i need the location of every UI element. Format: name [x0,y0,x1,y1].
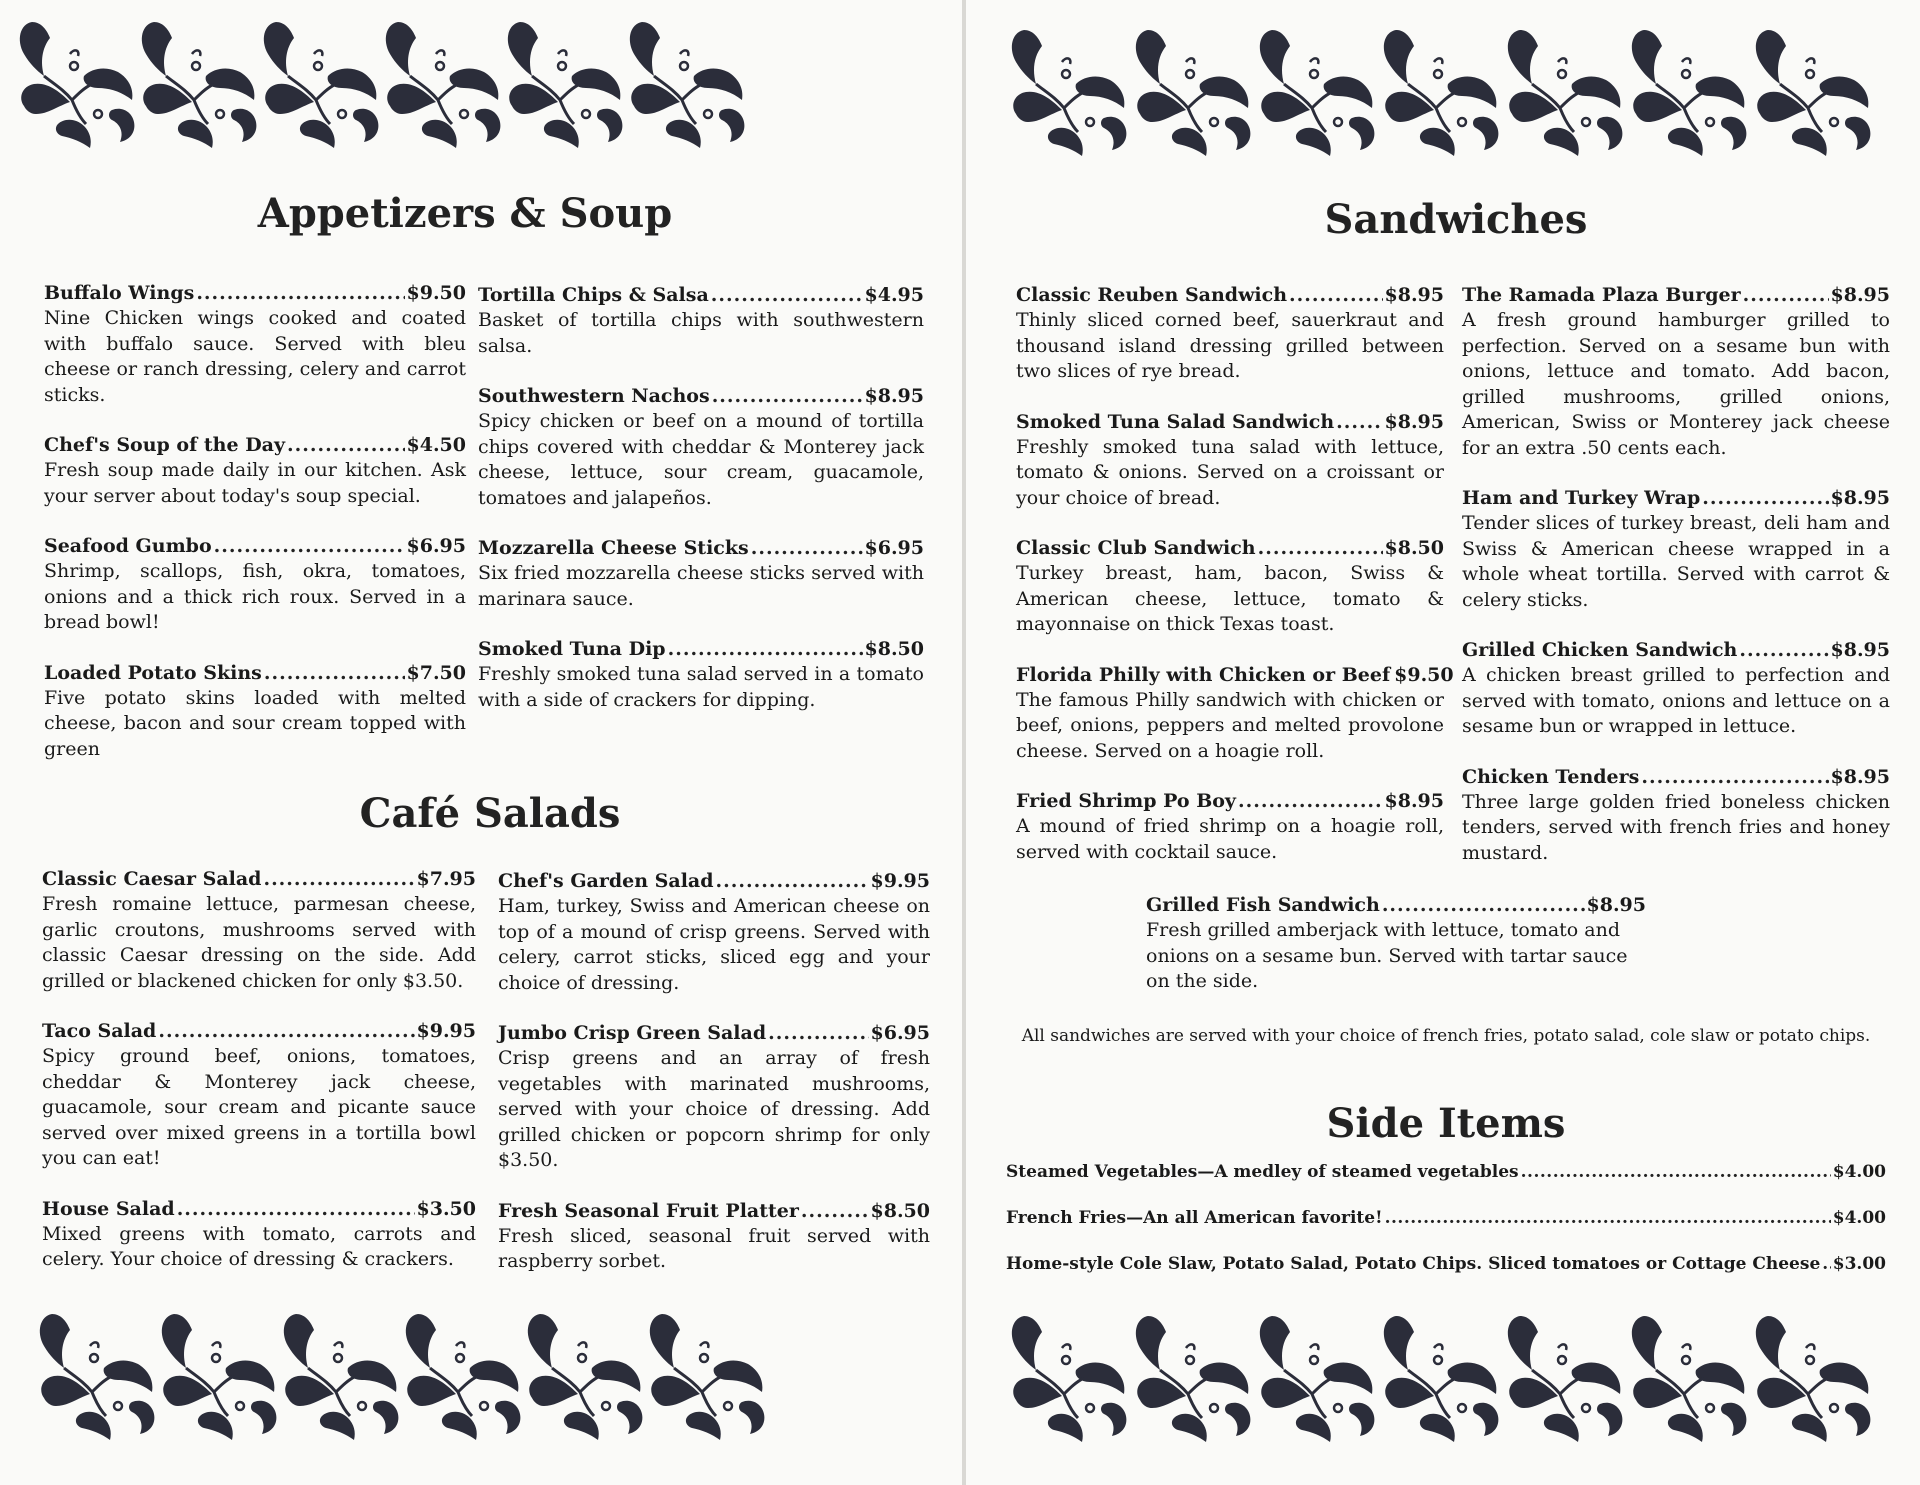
item-price: $9.50 [406,282,466,304]
sandwiches-center-item [1146,892,1646,1019]
menu-item [478,535,924,612]
menu-item [478,282,924,359]
item-name: Chicken Tenders [1462,765,1640,788]
item-name: Fresh Seasonal Fruit Platter [498,1199,799,1222]
item-price: $8.95 [1830,639,1890,661]
side-items-title: Side Items [1326,1100,1566,1147]
salads-title: Café Salads [359,790,621,837]
item-name: Taco Salad [42,1020,157,1042]
salads-column-1 [42,866,476,1297]
item-name: Mozzarella Cheese Sticks [478,537,749,559]
menu-item [498,868,930,996]
item-price: $8.50 [864,638,924,660]
item-price: $8.95 [1384,410,1444,433]
salads-column-2 [498,868,930,1299]
item-name: Chef's Soup of the Day [44,434,286,456]
side-item-row [1006,1254,1886,1274]
side-item-name: Home-style Cole Slaw, Potato Salad, Potato Chips. Sliced tomatoes or Cottage Cheese [1006,1254,1821,1274]
item-name: Grilled Fish Sandwich [1146,894,1380,916]
item-name: Smoked Tuna Dip [478,638,666,660]
item-name: Classic Club Sandwich [1016,537,1256,559]
menu-item [44,432,466,509]
item-description: Freshly smoked tuna salad served in a tomato with a side of crackers for dipping. [478,663,924,711]
item-price: $8.95 [864,385,924,407]
item-price: $8.95 [1586,894,1646,916]
item-name: Grilled Chicken Sandwich [1462,639,1738,661]
bottom-ornamental-border [1006,1304,1896,1446]
item-name: Loaded Potato Skins [44,661,262,684]
item-price: $8.95 [1830,487,1890,509]
item-name: Classic Caesar Salad [42,868,262,890]
menu-item [44,660,466,763]
item-price: $8.95 [1384,790,1444,812]
menu-item [1016,662,1454,765]
menu-item [1462,637,1890,740]
item-description: Fresh soup made daily in our kitchen. Ask your server about today's soup special. [44,459,466,507]
menu-item [478,636,924,713]
item-name: Florida Philly with Chicken or Beef [1016,663,1391,686]
item-name: Tortilla Chips & Salsa [478,284,709,306]
menu-item [478,383,924,511]
item-description: Crisp greens and an array of fresh vegetables with marinated mushrooms, served with your choice of dressing. Add grilled chicken or popcorn shrimp for only $3.50. [498,1047,930,1171]
menu-item [1016,282,1444,385]
menu-item [42,1196,476,1273]
item-description: Six fried mozzarella cheese sticks served with marinara sauce. [478,562,924,610]
item-name: Chef's Garden Salad [498,870,714,892]
item-price: $8.50 [1384,537,1444,559]
item-price: $6.95 [864,537,924,559]
item-description: Shrimp, scallops, fish, okra, tomatoes, onions and a thick rich roux. Served in a bread bowl! [44,560,466,633]
side-item-name: Steamed Vegetables—A medley of steamed vegetables [1006,1162,1519,1182]
menu-item [1016,535,1444,638]
menu-item [1462,764,1890,867]
item-description: Nine Chicken wings cooked and coated with buffalo sauce. Served with bleu cheese or ranch dressing, celery and carrot sticks. [44,307,466,406]
item-price: $8.50 [870,1199,930,1222]
appetizers-column-2 [478,282,924,737]
item-description: Ham, turkey, Swiss and American cheese on top of a mound of crisp greens. Served with celery, carrot sticks, sliced egg and your choice of dressing. [498,895,930,994]
item-description: A chicken breast grilled to perfection and served with tomato, onions and lettuce on a sesame bun or wrapped in lettuce. [1462,664,1890,737]
sandwiches-column-2 [1462,282,1890,890]
item-price: $9.50 [1394,663,1454,686]
item-price: $8.95 [1830,765,1890,788]
appetizers-title: Appetizers & Soup [257,190,673,237]
item-name: Buffalo Wings [44,282,195,304]
item-price: $9.95 [870,870,930,892]
item-description: Basket of tortilla chips with southwestern salsa. [478,309,924,357]
item-name: Ham and Turkey Wrap [1462,487,1701,509]
item-description: Thinly sliced corned beef, sauerkraut and thousand island dressing grilled between two slices of rye bread. [1016,309,1444,382]
item-description: Mixed greens with tomato, carrots and celery. Your choice of dressing & crackers. [42,1222,476,1270]
item-description: Tender slices of turkey breast, deli ham and Swiss & American cheese wrapped in a whole wheat tortilla. Served with carrot & celery sticks. [1462,512,1890,611]
item-name: Seafood Gumbo [44,535,212,557]
item-price: $8.95 [1384,284,1444,306]
item-name: The Ramada Plaza Burger [1462,284,1741,306]
item-description: Fresh sliced, seasonal fruit served with raspberry sorbet. [498,1224,930,1272]
item-description: Freshly smoked tuna salad with lettuce, tomato & onions. Served on a croissant or your choice of bread. [1016,435,1444,509]
menu-item [1016,409,1444,512]
side-item-price: $4.00 [1832,1162,1886,1182]
item-name: Classic Reuben Sandwich [1016,284,1288,306]
item-name: House Salad [42,1197,175,1220]
item-price: $9.95 [416,1020,476,1042]
item-name: Fried Shrimp Po Boy [1016,790,1236,812]
side-item-row [1006,1208,1886,1228]
item-description: Turkey breast, ham, bacon, Swiss & American cheese, lettuce, tomato & mayonnaise on thick Texas toast. [1016,562,1444,635]
item-price: $8.95 [1830,284,1890,306]
bottom-ornamental-border [34,1302,794,1444]
item-price: $7.50 [406,661,466,684]
item-description: A fresh ground hamburger grilled to perfection. Served on a sesame bun with onions, lettuce and tomato. Add bacon, grilled mushrooms, grilled onions, American, Swiss or Monterey jack cheese for an extra .50 cents each. [1462,309,1890,459]
top-ornamental-border [14,10,774,152]
menu-item [498,1198,930,1275]
item-description: Fresh romaine lettuce, parmesan cheese, garlic croutons, mushrooms served with classic Caesar dressing on the side. Add grilled or blackened chicken for only $3.50. [42,893,476,992]
item-description: Spicy chicken or beef on a mound of tortilla chips covered with cheddar & Monterey jack cheese, lettuce, sour cream, guacamole, tomatoes and jalapeños. [478,410,924,509]
item-price: $7.95 [416,868,476,890]
menu-item [1016,788,1444,865]
menu-item [1462,485,1890,613]
item-description: Five potato skins loaded with melted cheese, bacon and sour cream topped with green [44,686,466,760]
side-item-name: French Fries—An all American favorite! [1006,1208,1383,1228]
right-menu-page [966,0,1920,1485]
side-item-price: $4.00 [1832,1208,1886,1228]
side-item-row [1006,1162,1886,1182]
item-name: Southwestern Nachos [478,385,710,407]
menu-item [1462,282,1890,461]
top-ornamental-border [1006,18,1896,160]
sandwiches-column-1 [1016,282,1454,889]
item-price: $6.95 [870,1022,930,1044]
side-item-price: $3.00 [1832,1254,1886,1274]
item-name: Jumbo Crisp Green Salad [498,1022,767,1044]
menu-item [44,280,466,408]
menu-item [42,866,476,994]
item-description: Fresh grilled amberjack with lettuce, tomato and onions on a sesame bun. Served with tartar sauce on the side. [1146,919,1628,992]
item-price: $4.95 [864,284,924,306]
sandwiches-note: All sandwiches are served with your choice of french fries, potato salad, cole slaw or potato chips. [1021,1026,1871,1046]
item-price: $4.50 [406,434,466,456]
item-description: Three large golden fried boneless chicken tenders, served with french fries and honey mustard. [1462,790,1890,864]
menu-item [44,533,466,636]
item-price: $3.50 [416,1197,476,1220]
item-description: A mound of fried shrimp on a hoagie roll, served with cocktail sauce. [1016,815,1444,863]
item-name: Smoked Tuna Salad Sandwich [1016,410,1335,433]
menu-item [42,1018,476,1172]
item-description: Spicy ground beef, onions, tomatoes, cheddar & Monterey jack cheese, guacamole, sour cream and picante sauce served over mixed greens in a tortilla bowl you can eat! [42,1045,476,1169]
menu-item [1146,892,1646,995]
item-description: The famous Philly sandwich with chicken or beef, onions, peppers and melted provolone cheese. Served on a hoagie roll. [1016,688,1444,762]
item-price: $6.95 [406,535,466,557]
appetizers-column-1 [44,280,466,786]
menu-item [498,1020,930,1174]
sandwiches-title: Sandwiches [1324,196,1588,243]
